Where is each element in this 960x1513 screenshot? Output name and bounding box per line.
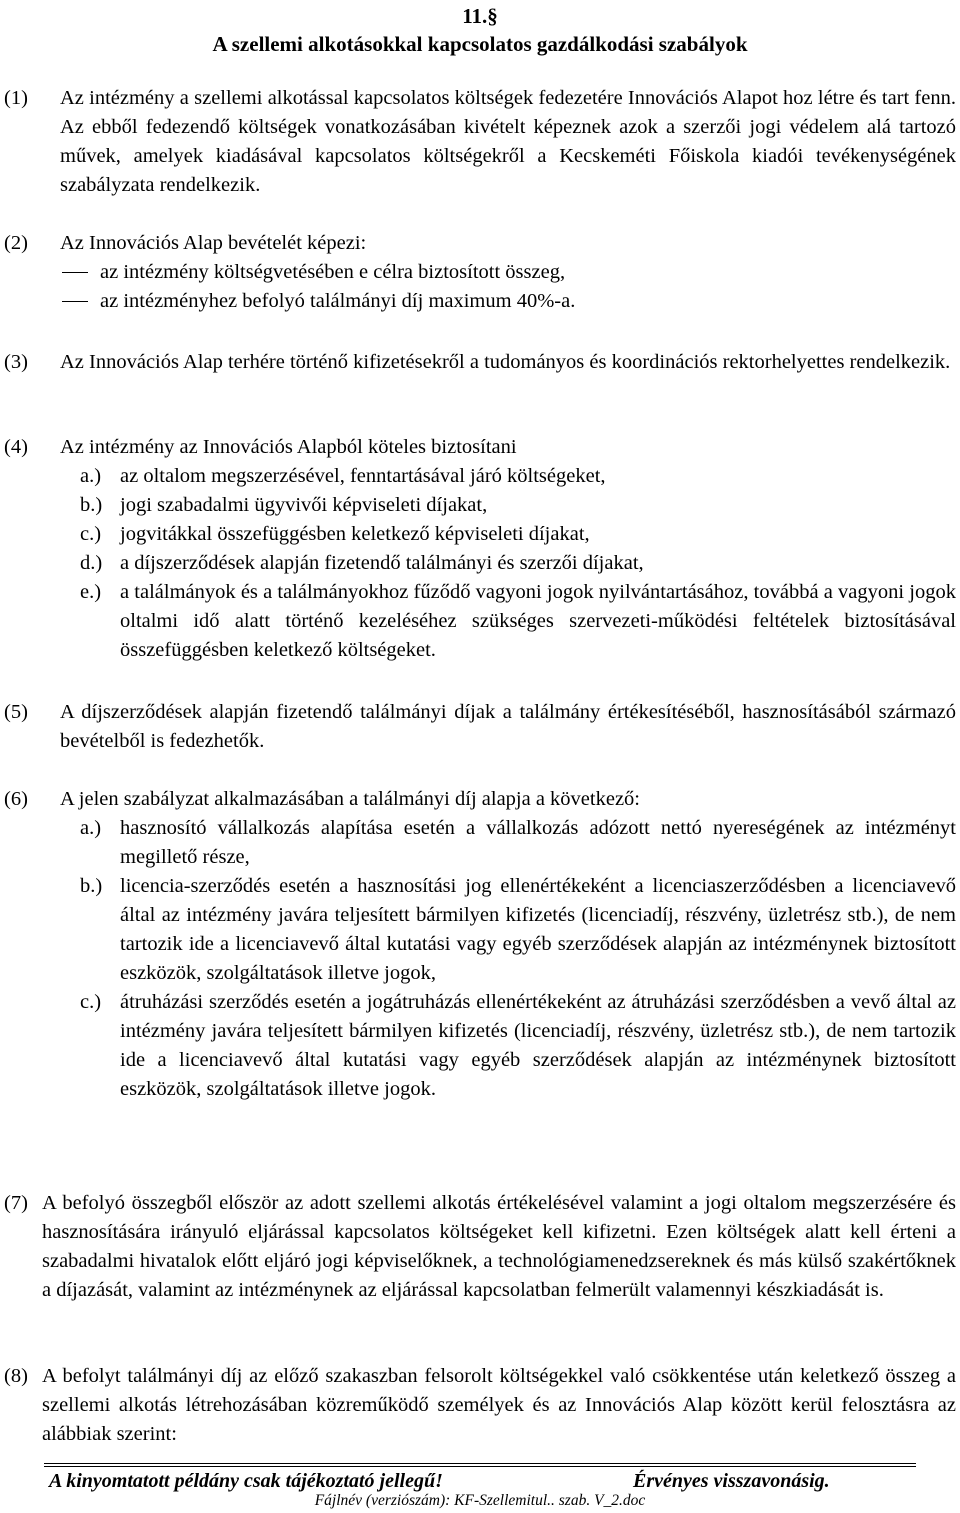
paragraph-2 xyxy=(4,229,956,316)
print-notice: A kinyomtatott példány csak tájékoztató jellegű! xyxy=(49,1470,443,1492)
paragraph-4 xyxy=(4,433,956,665)
list-item: c.) jogvitákkal összefüggésben keletkező képviseleti díjakat, xyxy=(80,523,590,545)
dash-bullet xyxy=(62,301,88,302)
paragraph-number: (8) xyxy=(4,1365,28,1387)
section-number: 11.§ xyxy=(462,4,498,28)
paragraph-intro: Az intézmény az Innovációs Alapból köteles biztosítani xyxy=(60,436,517,458)
paragraph-1 xyxy=(4,84,956,200)
paragraph-number: (4) xyxy=(4,436,28,458)
paragraph-number: (1) xyxy=(4,87,28,109)
list-item: c.) átruházási szerződés esetén a jogátruházás ellenértékeként az átruházási szerződésben a vevő által az intézmény javára teljesített bármilyen kifizetés (licenciadíj, részvény, üzletrész stb.), de nem tartozik ide a licenciavevő által kutatási vagy egyéb szerződések alapján az intézménynek biztosított eszközök, szolgáltatások illetve jogok. xyxy=(80,991,956,1100)
paragraph-3 xyxy=(4,348,956,377)
list-item: a.) az oltalom megszerzésével, fenntartásával járó költségeket, xyxy=(80,465,606,487)
paragraph-5 xyxy=(4,698,956,756)
paragraph-intro: Az Innovációs Alap bevételét képezi: xyxy=(60,232,367,254)
paragraph-6 xyxy=(4,785,956,1104)
list-item: az intézményhez befolyó találmányi díj maximum 40%-a. xyxy=(60,287,956,316)
list-item: d.) a díjszerződések alapján fizetendő találmányi és szerzői díjakat, xyxy=(80,552,644,574)
paragraph-number: (3) xyxy=(4,351,28,373)
validity-notice: Érvényes visszavonásig. xyxy=(633,1470,830,1492)
paragraph-text: A befolyt találmányi díj az előző szakaszban felsorolt költségekkel való csökkentése után keletkező összeg a szellemi alkotás létrehozásában közreműködő személyek és az Innovációs Alap között kerül felosztásra az alábbiak szerint: xyxy=(42,1365,956,1445)
paragraph-7 xyxy=(4,1189,956,1305)
section-title: A szellemi alkotásokkal kapcsolatos gazdálkodási szabályok xyxy=(212,32,748,56)
footer-rule xyxy=(44,1463,916,1464)
file-name: Fájlnév (verziószám): KF-Szellemitul.. szab. V_2.doc xyxy=(314,1492,646,1509)
paragraph-number: (7) xyxy=(4,1192,28,1214)
list-item: az intézmény költségvetésében e célra biztosított összeg, xyxy=(60,258,956,287)
paragraph-number: (2) xyxy=(4,232,28,254)
paragraph-intro: A jelen szabályzat alkalmazásában a találmányi díj alapja a következő: xyxy=(60,788,640,810)
paragraph-8 xyxy=(4,1362,956,1449)
paragraph-number: (6) xyxy=(4,788,28,810)
dash-bullet xyxy=(62,272,88,273)
paragraph-number: (5) xyxy=(4,701,28,723)
paragraph-text: A befolyó összegből először az adott szellemi alkotás értékelésével valamint a jogi oltalom megszerzésére és hasznosítására irányuló eljárással kapcsolatos költségeket kell kifizetni. Ezen költségek alatt kell érteni a szabadalmi hivatalok előtt eljáró jogi képviselőknek, a technológiamenedzsereknek és más külső szakértőknek a díjazását, valamint az intézménynek az eljárással kapcsolatban felmerült valamennyi készkiadását is. xyxy=(42,1192,956,1301)
list-item: a.) hasznosító vállalkozás alapítása esetén a vállalkozás adózott nettó nyereségének az intézményt megillető része, xyxy=(80,817,956,868)
list-item: b.) licencia-szerződés esetén a hasznosítási jog ellenértékeként a licenciaszerződésben a licenciavevő által az intézmény javára teljesített bármilyen kifizetés (licenciadíj, részvény, üzletrész stb.), de nem tartozik ide a licenciavevő által kutatási vagy egyéb szerződések alapján az intézménynek biztosított eszközök, szolgáltatások illetve jogok, xyxy=(80,875,956,984)
paragraph-text: Az intézmény a szellemi alkotással kapcsolatos költségek fedezetére Innovációs Alapot hoz létre és tart fenn. Az ebből fedezendő költségek vonatkozásában kivételt képeznek azok a szerzői jogi védelem alá tartozó művek, amelyek kiadásával kapcsolatos költségekről a Kecskeméti Főiskola kiadói tevékenységének szabályzata rendelkezik. xyxy=(60,87,956,196)
list-item: b.) jogi szabadalmi ügyvivői képviseleti díjakat, xyxy=(80,494,488,516)
paragraph-text: Az Innovációs Alap terhére történő kifizetésekről a tudományos és koordinációs rektorhelyettes rendelkezik. xyxy=(60,351,951,373)
list-item: e.) a találmányok és a találmányokhoz fűződő vagyoni jogok nyilvántartásához, továbbá a vagyoni jogok oltalmi idő alatt történő kezeléséhez szükséges szervezeti-működési feltételek biztosításával összefüggésben keletkező költségeket. xyxy=(80,581,956,661)
paragraph-text: A díjszerződések alapján fizetendő találmányi díjak a találmány értékesítéséből, hasznosításából származó bevételből is fedezhetők. xyxy=(60,701,956,752)
